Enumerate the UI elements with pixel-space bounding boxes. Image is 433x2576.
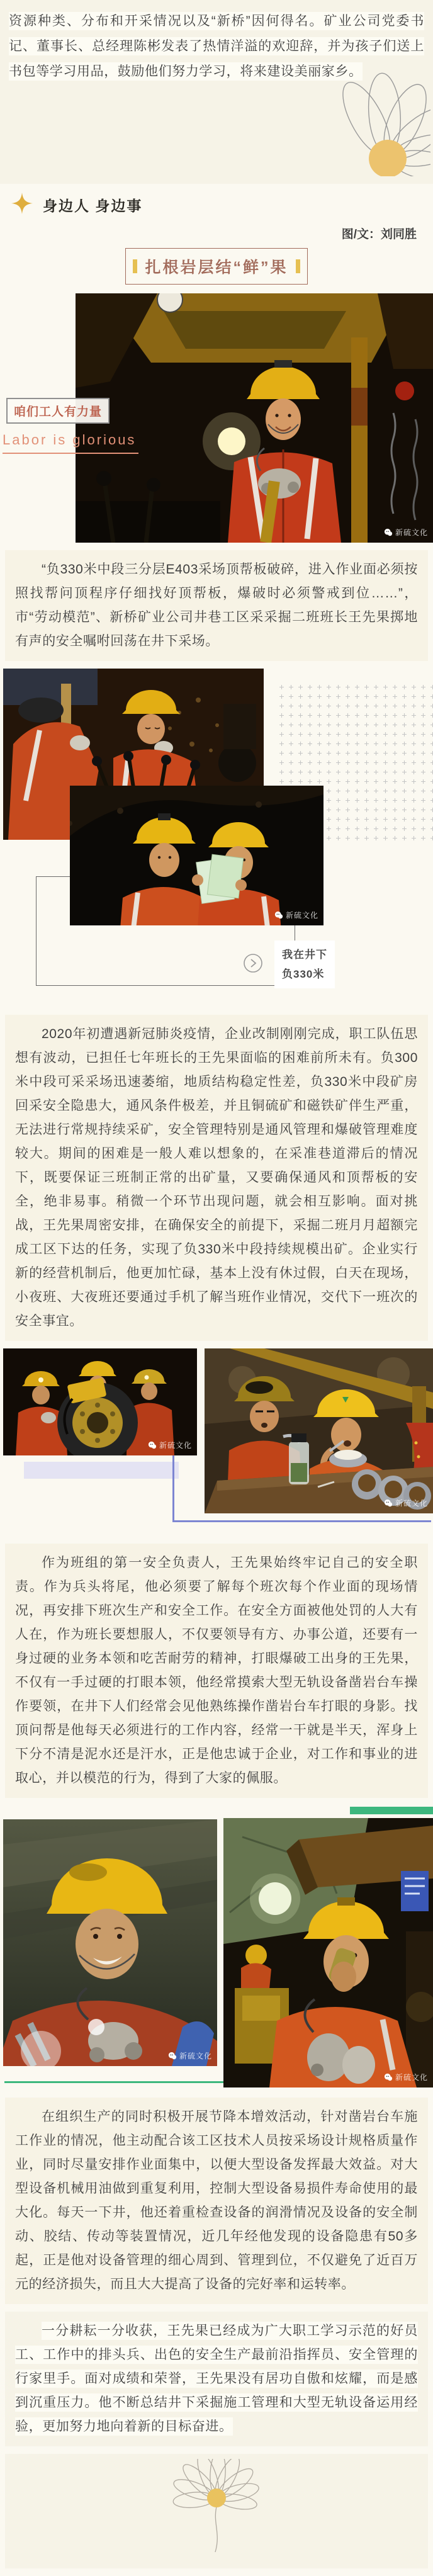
photo-watermark: 新硫文化 [384,2072,428,2082]
lavender-accent-bar [24,1462,179,1479]
gold-tick-left [133,259,137,273]
paragraph-closing [5,2312,428,2446]
intro-text: 资源种类、分布和开采情况以及“新桥”因何得名。矿业公司党委书记、董事长、总经理陈彬发表了热情洋溢的欢迎辞，并为孩子们送上书包等学习用品，鼓励他们努力学习，将来建设美丽家乡。 [9,12,424,81]
paragraph-2020: 2020年初遭遇新冠肺炎疫情，企业改制刚刚完成，职工队伍思想有波动，已担任七年班长的王先果面临的困难前所未有。负300米中段可采采场迅速萎缩，地质结构稳定性差，负330米中段矿房回采安全隐患大，通风条件极差，并且铜硫矿和磁铁矿伴生严重，无法进行常规持续采矿，安全管理特别是通风管理和爆破管理难度较大。期间的困难是一般人难以想象的，在采准巷道滞后的情况下，既要保证三班制正常的出矿量，又要确保通风和顶帮板的安全，绝非易事。稍微一个环节出现问题，就会相互影响。面对挑战，王先果周密安排，在确保安全的前提下，采掘二班月月超额完成工区下达的任务，实现了负330米中段持续规模出矿。企业实行新的经营机制后，他更加忙碌，基本上没有休过假，白天在现场，小夜班、大夜班还要通过手机了解当班作业情况，交代下一班次的安全事宜。 [5,1015,428,1341]
daisy-half-flower-icon [317,63,430,179]
gold-tick-right [296,259,300,273]
photo-miner-drinking[interactable] [223,1818,433,2087]
section-label: 身边人 身边事 [43,198,143,214]
photo-miner-drinking-illustration [223,1818,433,2087]
closing-text: 一分耕耘一分收获，王先果已经成为广大职工学习示范的好员工、工作中的排头兵、出色的安全生产最前沿指挥员、安全管理的行家里手。面对成绩和荣誉，王先果没有居功自傲和炫耀，而是感到沉重压力。他不断总结井下采掘施工管理和大型无轨设备运用经验，更加努力地向着新的目标奋进。 [15,2322,418,2436]
sparkle-icon [11,193,33,217]
title-row [0,248,433,285]
photo-tire-repair-crew[interactable] [3,1348,197,1455]
caption-line-2: 负330米 [282,968,325,980]
article-title-box [125,248,307,285]
paragraph-cost-saving: 在组织生产的同时积极开展节降本增效活动，针对凿岩台车施工作业的情况，他主动配合该工区技术人员按采场设计规格质量作业，同时尽量安排作业面集中，以便大型设备发挥最大效益。对大型设备机械用油做到重复利用，控制大型设备易损件寿命使用的最大化。每天一下井，他还着重检查设备的润滑情况及设备的安全制动、胶结、传动等装置情况，近几年经他发现的设备隐患有50多起，正是他对设备管理的细心周到、管理到位，不仅避免了近百万元的经济损失，而且大大提高了设备的完好率和运转率。 [5,2098,428,2304]
photo1-section [0,293,433,543]
photo-miners-reading-plan-illustration [70,786,323,925]
wechat-icon [148,1441,157,1450]
daisy-flower-icon [150,2459,283,2553]
photo-miner-at-drill-illustration [76,293,433,543]
photo-miners-lunch-underground[interactable] [205,1348,433,1513]
photo-watermark: 新硫文化 [168,2050,212,2061]
photo-watermark: 新硫文化 [384,1498,428,1508]
photo-smiling-miner-portrait[interactable] [3,1819,217,2066]
photo-watermark: 新硫文化 [274,910,318,920]
paragraph-quote: “负330米中段三分层E403采场顶帮板破碎，进入作业面必须按照找帮问顶程序仔细找好顶帮板，爆破时必须警戒到位……”，市“劳动模范”、新桥矿业公司井巷工区采采掘二班班长王先果掷地有声的安全嘱咐回荡在井下采场。 [5,550,428,661]
intro-section [0,0,433,184]
slogan-cn-label: 咱们工人有力量 [6,398,110,424]
slogan-en-label: Labor is glorious [3,432,138,454]
byline: 图/文：刘同胜 [341,228,417,241]
green-accent-bar [350,1807,433,1814]
caption-line-1: 我在井下 [282,949,327,961]
photo-miners-reading-plan[interactable] [70,786,323,925]
photo-caption [274,941,335,988]
photo-miner-at-drill[interactable] [76,293,433,543]
photo-pair-tire-and-lunch [0,1348,433,1536]
article-title: 扎根岩层结“鲜”果 [145,259,288,276]
wechat-icon [384,2073,393,2082]
wechat-icon [384,1499,393,1508]
photo-miners-lunch-illustration [205,1348,433,1513]
paragraph-safety-duty: 作为班组的第一安全负责人，王先果始终牢记自己的安全职责。作为兵头将尾，他必须要了解每个班次每个作业面的现场情况，再安排下班次生产和安全工作。在安全方面被他处罚的人大有人在，作为班长要想服人，不仅要领导有方、办事公道，还要有一身过硬的业务本领和吃苦耐劳的精神，打眼爆破工出身的王先果，不仅有一手过硬的打眼本领，他经常摸索大型无轨设备凿岩台车操作要领，在井下人们经常会见他熟练操作凿岩台车打眼的身影。找顶问帮是他每天必须进行的工作内容，经常一干就是半天，浑身上下分不清是泥水还是汗水，正是他忠诚于企业，对工作和事业的进取心，并以模范的行为，得到了大家的佩服。 [5,1544,428,1798]
chevron-right-circle-icon [242,952,264,978]
photo-pair-portraits [0,1805,433,2090]
photo-smiling-miner-illustration [3,1819,217,2066]
footer-decoration [5,2454,428,2568]
photo-watermark: 新硫文化 [384,527,428,538]
wechat-icon [168,2052,177,2060]
wechat-icon [384,528,393,537]
section-header [0,184,433,217]
photo-watermark: 新硫文化 [148,1440,192,1450]
wechat-icon [274,911,283,920]
photo-collage-section [0,669,433,1007]
